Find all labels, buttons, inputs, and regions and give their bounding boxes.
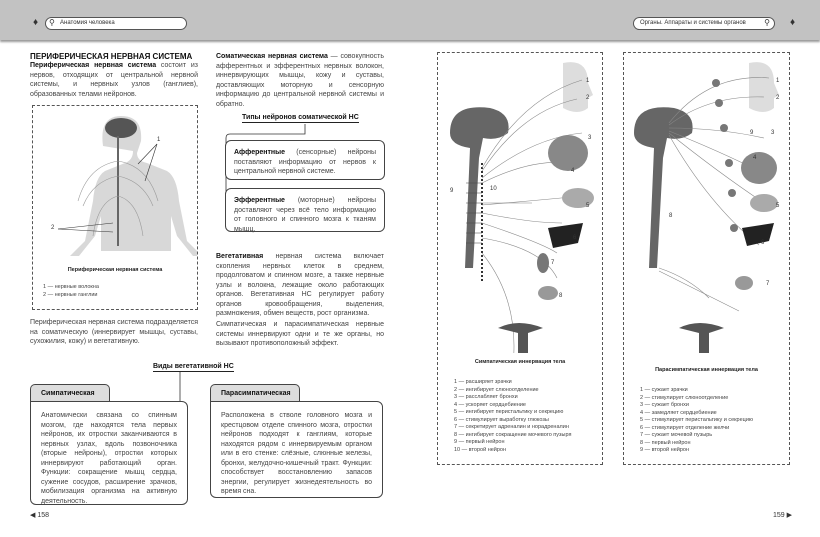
arrow-right-icon: ▶ — [784, 512, 793, 519]
legend-item: 8 — первый нейрон — [640, 439, 691, 446]
body-nervous-system-illustration — [33, 106, 197, 256]
page-number: 159 — [773, 512, 785, 519]
diagram-label: 4 — [571, 168, 575, 174]
diagram-label: 10 — [490, 186, 497, 192]
legend-item: 2 — ингибирует слюноотделение — [454, 386, 539, 393]
page-number-right — [773, 511, 792, 520]
legend-item: 1 — нервные волокна — [43, 284, 99, 290]
diagram-label: 6 — [761, 240, 765, 246]
legend-item: 7 — сужает мочевой пузырь — [640, 432, 713, 438]
parasympathetic-figure — [623, 52, 790, 465]
afferent-box: Афферентные (сенсорные) нейроны поставляют информацию от нервов к центральной нервной системе. — [225, 140, 385, 180]
sympathetic-illustration — [438, 53, 602, 353]
arrow-left-icon: ◀ — [30, 512, 38, 519]
legend-item: 7 — секретирует адреналин и норадреналин — [454, 424, 569, 430]
sympathetic-box: Анатомически связана со спинным мозгом, где находятся тела первых нейронов, их отростки заканчиваются в нервных узлах, вдоль позвоночника (вторые нейроны), отростки которых иннервируют работающий орган. Функции: сокращение мышц сердца, сужение сосудов, расширение зрачков, мобилизация организма на активную деятельность. — [30, 401, 188, 505]
diagram-label: 8 — [559, 293, 563, 299]
legend-item: 4 — ускоряет сердцебиение — [454, 401, 526, 408]
diagram-label: 2 — [586, 95, 590, 101]
diagram-label: 5 — [776, 203, 780, 209]
legend-item: 1 — расширяет зрачки — [454, 379, 512, 385]
figure-legend — [640, 387, 753, 455]
vegetative-paragraph: Вегетативная нервная система включает скопления нервных клеток в среднем, продолговатом и спинном мозге, а также нервные узлы и волокна, лежащие около работающих органов. Вегетативная НС регулирует работу органов кровообращения, выделения, размножения, обмен веществ, рост организма. — [216, 253, 384, 317]
diagram-label: 8 — [669, 213, 673, 219]
right-search-field[interactable] — [633, 17, 775, 30]
page-number-left — [30, 511, 49, 520]
figure-label: 1 — [157, 137, 161, 143]
diagram-label: 9 — [450, 188, 454, 194]
diagram-label: 6 — [573, 235, 577, 241]
legend-item: 6 — стимулирует выработку глюкозы — [454, 416, 549, 423]
search-text: Анатомия человека — [60, 20, 115, 26]
section-title: ПЕРИФЕРИЧЕСКАЯ НЕРВНАЯ СИСТЕМА — [30, 52, 193, 61]
search-icon: ⚲ — [764, 18, 770, 27]
legend-item: 3 — расслабляет бронхи — [454, 394, 518, 400]
diagram-label: 4 — [753, 155, 757, 161]
subdivision-paragraph: Периферическая нервная система подразделяется на соматическую (иннервирует мышцы, суставы, сухожилия, кожу) и вегетативную. — [30, 319, 198, 345]
legend-item: 1 — сужает зрачки — [640, 387, 688, 393]
diagram-label: 3 — [771, 130, 775, 136]
legend-item: 5 — стимулирует перистальтику и секрецию — [640, 417, 754, 423]
search-text: Органы. Аппараты и системы органов — [640, 20, 746, 26]
left-search-field[interactable] — [45, 17, 187, 30]
peripheral-figure — [32, 105, 198, 310]
diagram-label: 7 — [551, 260, 555, 266]
page-number: 158 — [37, 512, 50, 519]
diagram-label: 1 — [776, 78, 780, 84]
figure-caption: Парасимпатическая иннервация тела — [655, 367, 758, 373]
legend-item: 8 — ингибирует сокращение мочевого пузыря — [454, 431, 572, 438]
somatic-paragraph: Соматическая нервная система — совокупность афферентных и эфферентных нервных волокон, иннервирующих мышцы, кожу и суставы, доставляющих моторную и сенсорную информацию до центральной нервной системы и обратно. — [216, 53, 384, 108]
legend-item: 5 — ингибирует перистальтику и секрецию — [454, 409, 564, 415]
intro-paragraph: Периферическая нервная система состоит из нервов, отходящих от центральной нервной системы, и нервных узлов (ганглиев), образованных телами нейронов. — [30, 62, 198, 98]
figure-caption: Симпатическая иннервация тела — [474, 359, 566, 365]
parasympathetic-box: Расположена в стволе головного мозга и крестцовом отделе спинного мозга, отростки нейронов подходят к ганглиям, которые находятся рядом с иннервируемым органом или в его стенке: слёзные, слюнные железы, бронхи, желудочно-кишечный тракт. Функции: способствует восстановлению запасов энергии, регулирует жизнедеятельность во время сна. — [210, 401, 383, 498]
diagram-label: 5 — [586, 203, 590, 209]
human-figure-icon: ♦ — [33, 17, 39, 28]
legend-item: 10 — второй нейрон — [454, 446, 507, 453]
legend-item: 4 — замедляет сердцебиение — [640, 409, 717, 416]
sympathetic-tab: Симпатическая — [30, 384, 110, 402]
legend-item: 3 — сужает бронхи — [640, 402, 689, 408]
diagram-label: 3 — [588, 135, 592, 141]
search-icon: ⚲ — [49, 18, 55, 27]
parasympathetic-tab: Парасимпатическая — [210, 384, 300, 402]
figure-legend — [43, 284, 99, 299]
legend-item: 2 — стимулирует слюноотделение — [640, 394, 729, 401]
diagram-label: 2 — [776, 95, 780, 101]
sympathetic-figure — [437, 52, 603, 465]
figure-label: 2 — [51, 225, 55, 231]
legend-item: 9 — второй нейрон — [640, 447, 689, 453]
legend-item: 6 — стимулирует отделение желчи — [640, 424, 730, 431]
figure-caption: Периферическая нервная система — [67, 267, 163, 273]
opposite-effect-paragraph: Симпатическая и парасимпатическая нервные системы иннервируют одни и те же органы, но вызывают противоположный эффект. — [216, 321, 384, 347]
efferent-box: Эфферентные (моторные) нейроны доставляют через всё тело информацию от головного и спинного мозга к тканям мышц. — [225, 188, 385, 232]
figure-legend — [454, 379, 571, 454]
neuron-types-heading: Типы нейронов соматической НС — [242, 114, 359, 121]
diagram-label: 1 — [586, 78, 590, 84]
legend-item: 9 — первый нейрон — [454, 439, 505, 445]
veg-types-heading: Виды вегетативной НС — [153, 363, 234, 370]
legend-item: 2 — нервные ганглии — [43, 291, 98, 298]
diagram-label: 9 — [750, 130, 754, 136]
human-figure-icon: ♦ — [790, 17, 796, 28]
parasympathetic-illustration — [624, 53, 789, 353]
diagram-label: 7 — [766, 281, 770, 287]
